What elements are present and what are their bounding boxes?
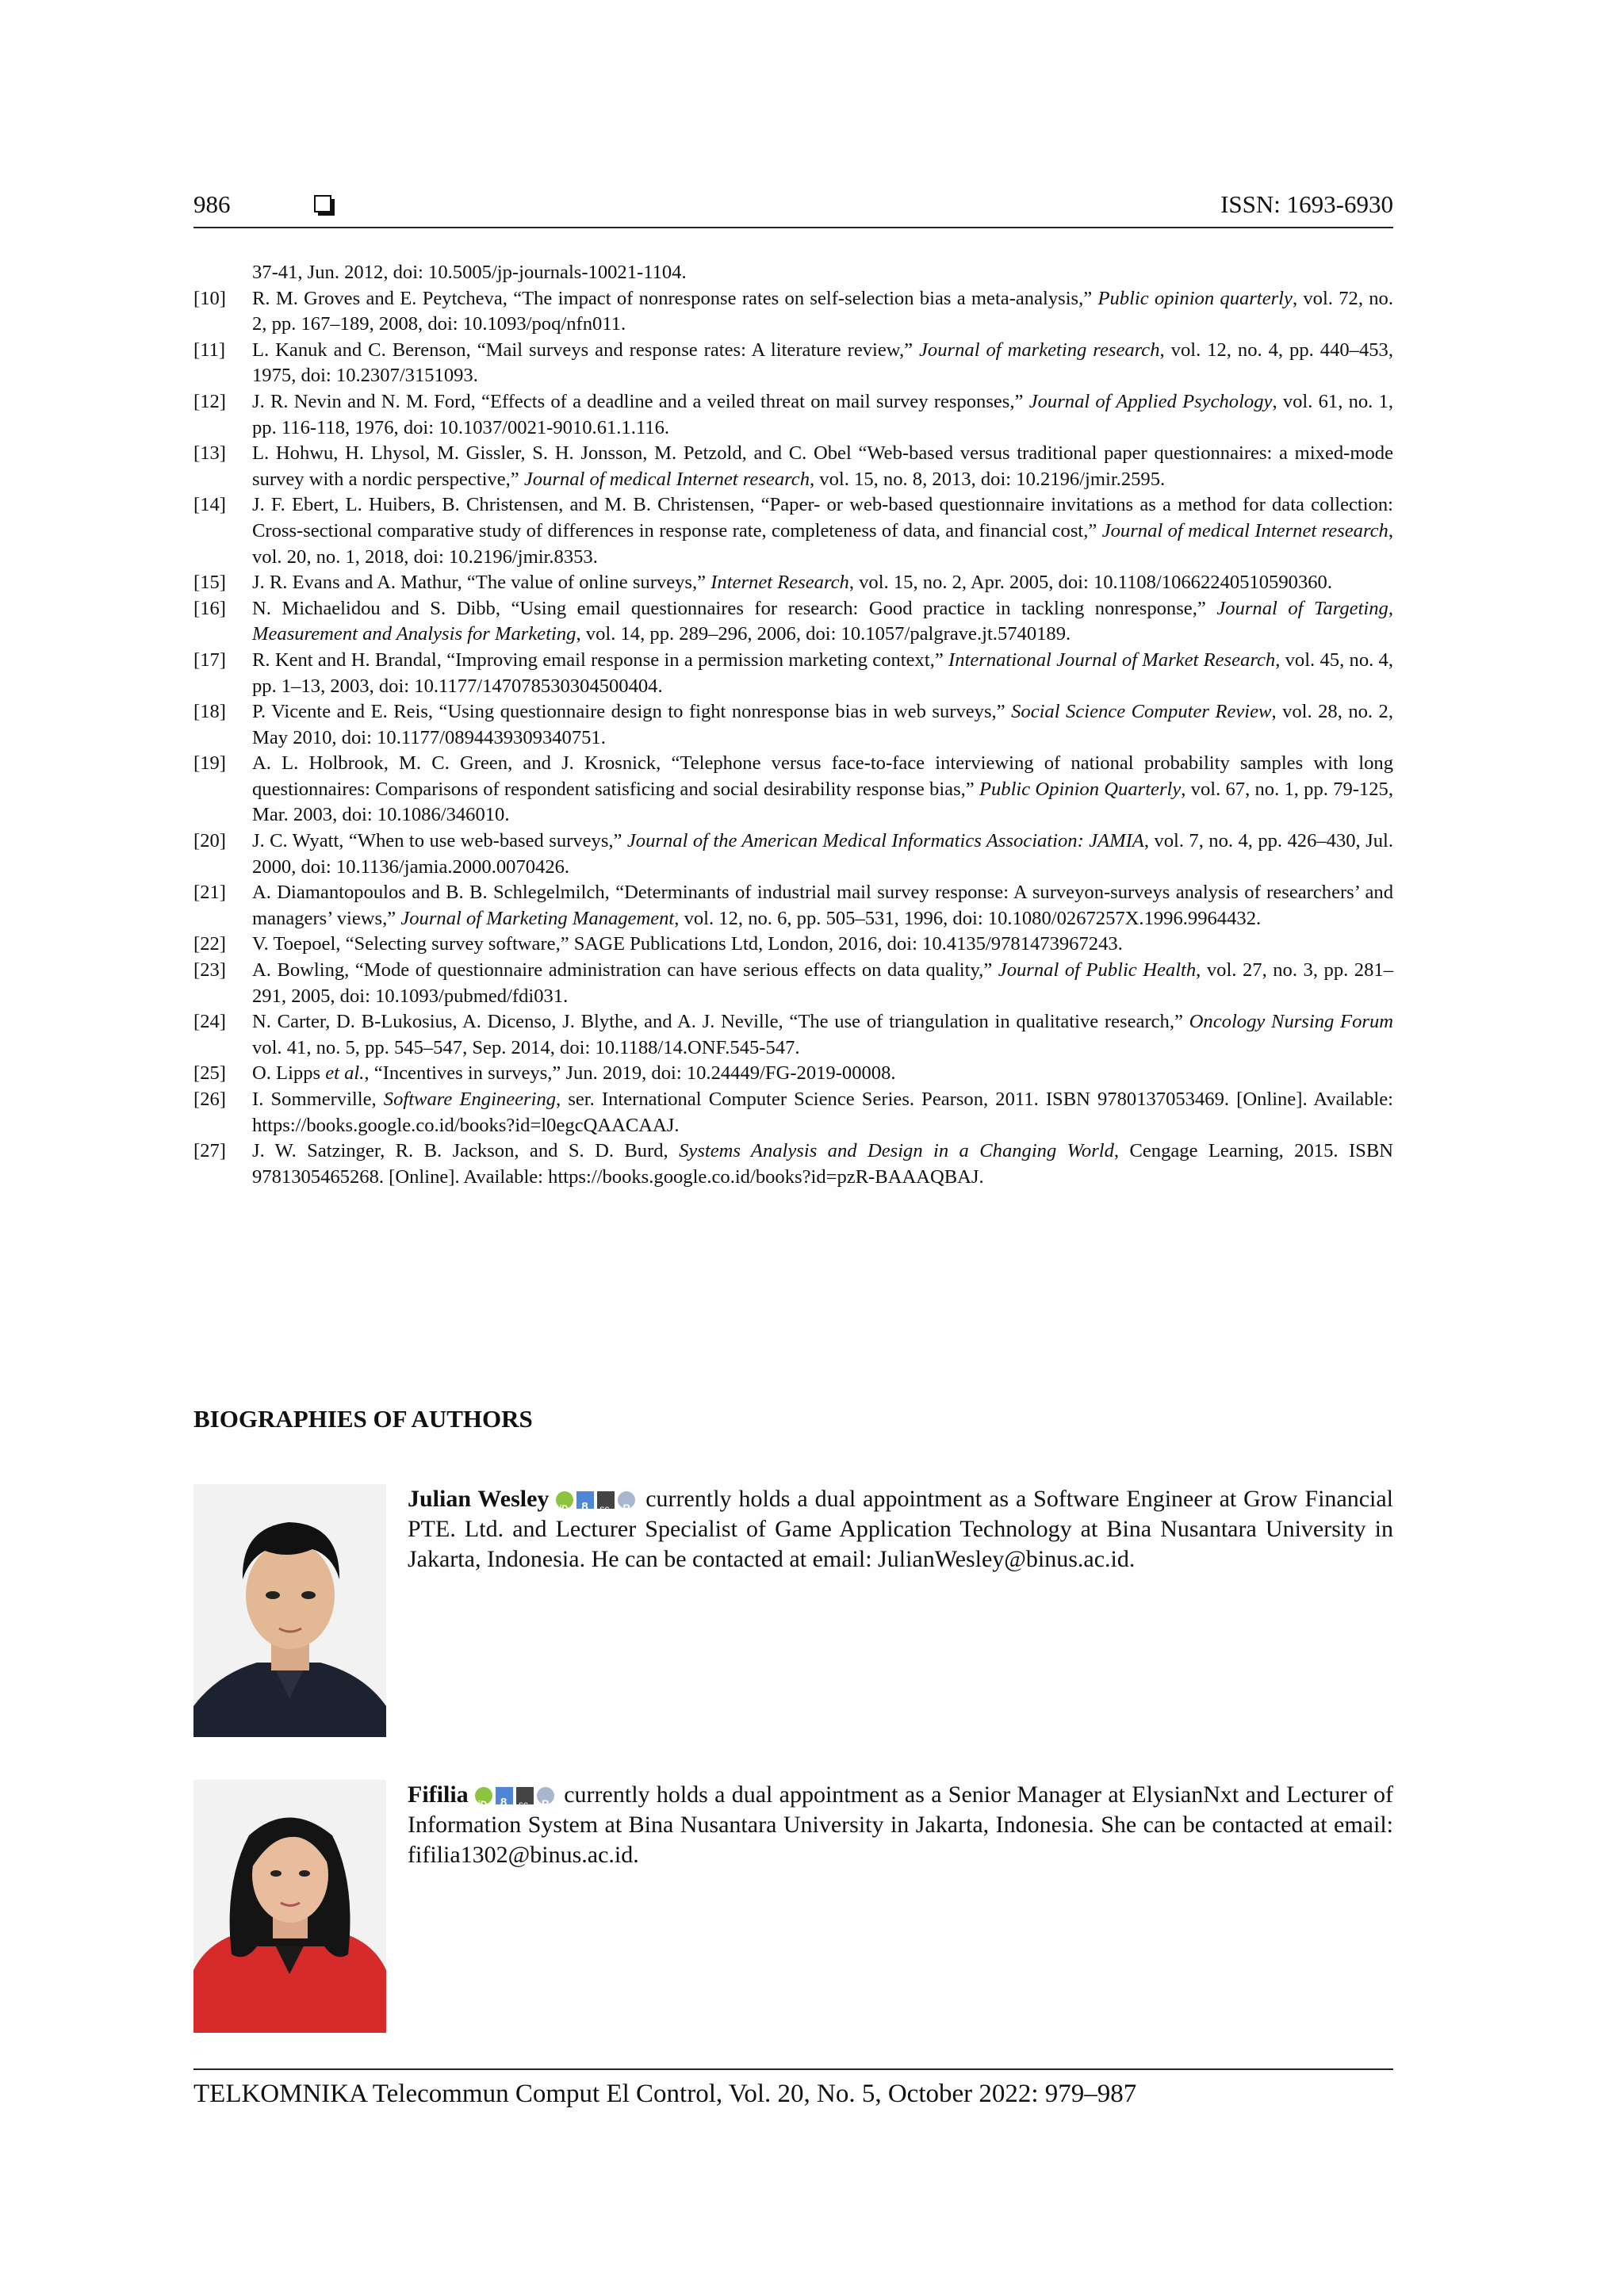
reference-text bbox=[252, 880, 1393, 932]
reference-journal: Journal of medical Internet research bbox=[523, 468, 810, 490]
reference-journal: Public opinion quarterly bbox=[1097, 287, 1293, 309]
reference-details: , vol. 14, pp. 289–296, 2006, doi: 10.1057/palgrave.jt.5740189. bbox=[576, 623, 1071, 645]
reference-text bbox=[252, 492, 1393, 570]
page-footer bbox=[193, 2068, 1393, 2109]
reference-authors-title: J. C. Wyatt, “When to use web-based surveys,” bbox=[252, 830, 627, 852]
footer-citation: TELKOMNIKA Telecommun Comput El Control, Vol. 20, No. 5, October 2022: 979–987 bbox=[193, 2080, 1137, 2108]
issn: ISSN: 1693-6930 bbox=[1220, 190, 1393, 218]
reference-number: [11] bbox=[193, 339, 226, 361]
reference-number: [17] bbox=[193, 649, 226, 671]
reference-authors-title: J. R. Nevin and N. M. Ford, “Effects of a deadline and a veiled threat on mail survey responses,” bbox=[252, 390, 1029, 412]
author-photo bbox=[193, 1484, 386, 1737]
scopus-icon[interactable] bbox=[516, 1787, 534, 1804]
author-name: Julian Wesley bbox=[408, 1486, 550, 1512]
reference-authors-title: P. Vicente and E. Reis, “Using questionnaire design to fight nonresponse bias in web surveys,” bbox=[252, 701, 1012, 723]
reference-journal: Oncology Nursing Forum bbox=[1189, 1011, 1394, 1033]
reference-journal: Systems Analysis and Design in a Changing World bbox=[679, 1140, 1114, 1162]
reference-authors-title: O. Lipps bbox=[252, 1062, 326, 1085]
reference-text bbox=[252, 338, 1393, 389]
reference-item bbox=[193, 338, 1393, 389]
reference-text bbox=[252, 570, 1393, 596]
reference-text bbox=[252, 441, 1393, 492]
scopus-icon[interactable] bbox=[597, 1491, 615, 1509]
reference-details: , vol. 15, no. 8, 2013, doi: 10.2196/jmir.2595. bbox=[810, 468, 1166, 490]
reference-authors-title: J. F. Ebert, L. Huibers, B. Christensen, and M. B. Christensen, “Paper- or web-based questionnaire invitations as a method for data collection: Cross-sectional comparative study of differences in response rate, completeness of data, and financial cost,” bbox=[252, 494, 1393, 541]
reference-authors-title: N. Michaelidou and S. Dibb, “Using email questionnaires for research: Good practice in tackling nonresponse,” bbox=[252, 597, 1217, 619]
reference-journal: Journal of marketing research bbox=[919, 339, 1160, 361]
reference-text bbox=[252, 958, 1393, 1009]
reference-details: , “Incentives in surveys,” Jun. 2019, doi: 10.24449/FG-2019-00008. bbox=[364, 1062, 896, 1085]
reference-details: , vol. 72, no. 2, pp. 167–189, 2008, doi: 10.1093/poq/nfn011. bbox=[252, 287, 1393, 335]
reference-number: [19] bbox=[193, 752, 226, 775]
reference-text bbox=[252, 828, 1393, 880]
publons-icon[interactable] bbox=[537, 1787, 554, 1804]
reference-journal: et al. bbox=[325, 1062, 365, 1085]
page-number: 986 bbox=[193, 190, 231, 218]
reference-item bbox=[193, 932, 1393, 958]
reference-number: [16] bbox=[193, 597, 226, 619]
reference-details: , ser. International Computer Science Series. Pearson, 2011. ISBN 9780137053469. [Online]. Available: https://books.google.co.id/books?id=l0egcQAACAAJ. bbox=[252, 1089, 1393, 1136]
page-header bbox=[193, 187, 1393, 228]
reference-item bbox=[193, 1009, 1393, 1061]
reference-details: , vol. 67, no. 1, pp. 79-125, Mar. 2003, doi: 10.1086/346010. bbox=[252, 778, 1393, 826]
author-description: currently holds a dual appointment as a Software Engineer at Grow Financial PTE. Ltd. and Lecturer Specialist of Game Application Technology at Bina Nusantara University in Jakarta, Indonesia. He can be contacted at email: JulianWesley@binus.ac.id. bbox=[408, 1486, 1394, 1572]
reference-item bbox=[193, 492, 1393, 570]
reference-authors-title: A. Diamantopoulos and B. B. Schlegelmilch, “Determinants of industrial mail survey response: A surveyon-surveys analysis of researchers’ and managers’ views,” bbox=[252, 882, 1393, 929]
reference-details: , Cengage Learning, 2015. ISBN 9781305465268. [Online]. Available: https://books.google.co.id/books?id=pzR-BAAAQBAJ. bbox=[252, 1140, 1393, 1188]
orcid-icon[interactable] bbox=[475, 1787, 492, 1804]
reference-number: [23] bbox=[193, 959, 226, 982]
reference-journal: Journal of Public Health bbox=[998, 959, 1197, 982]
reference-text bbox=[252, 389, 1393, 441]
reference-authors-title: A. L. Holbrook, M. C. Green, and J. Krosnick, “Telephone versus face-to-face interviewing of national probability samples with long questionnaires: Comparisons of respondent satisficing and social desirability response bias,” bbox=[252, 752, 1393, 800]
reference-authors-title: A. Bowling, “Mode of questionnaire administration can have serious effects on data quality,” bbox=[252, 959, 998, 982]
reference-journal: Software Engineering bbox=[383, 1089, 557, 1110]
reference-item bbox=[193, 1061, 1393, 1087]
reference-number: [24] bbox=[193, 1011, 226, 1033]
google-scholar-icon[interactable] bbox=[576, 1491, 594, 1509]
author-photo bbox=[193, 1780, 386, 2033]
reference-details: , vol. 7, no. 4, pp. 426–430, Jul. 2000, doi: 10.1136/jamia.2000.0070426. bbox=[252, 830, 1393, 878]
reference-authors-title: N. Carter, D. B-Lukosius, A. Dicenso, J. Blythe, and A. J. Neville, “The use of triangulation in qualitative research,” bbox=[252, 1011, 1189, 1033]
reference-authors-title: J. W. Satzinger, R. B. Jackson, and S. D. Burd, bbox=[252, 1140, 680, 1162]
reference-journal: Public Opinion Quarterly bbox=[979, 778, 1182, 800]
reference-text bbox=[252, 1061, 1393, 1087]
reference-item bbox=[193, 828, 1393, 880]
reference-item bbox=[193, 648, 1393, 699]
author-bio-text bbox=[408, 1484, 1393, 1575]
reference-details: vol. 41, no. 5, pp. 545–547, Sep. 2014, doi: 10.1188/14.ONF.545-547. bbox=[252, 1036, 800, 1058]
reference-items bbox=[193, 286, 1393, 1191]
reference-number: [25] bbox=[193, 1062, 226, 1085]
reference-details: , vol. 45, no. 4, pp. 1–13, 2003, doi: 10.1177/147078530304500404. bbox=[252, 649, 1393, 697]
reference-item bbox=[193, 880, 1393, 932]
reference-number: [26] bbox=[193, 1089, 226, 1110]
reference-details: , vol. 28, no. 2, May 2010, doi: 10.1177/0894439309340751. bbox=[252, 701, 1393, 748]
author-bio-text bbox=[408, 1780, 1393, 1870]
reference-journal: Journal of Targeting, Measurement and Analysis for Marketing bbox=[252, 597, 1393, 645]
orcid-icon[interactable] bbox=[556, 1491, 573, 1509]
reference-text bbox=[252, 699, 1393, 751]
reference-journal: Journal of Marketing Management bbox=[400, 907, 675, 929]
reference-text bbox=[252, 932, 1393, 958]
reference-text bbox=[252, 596, 1393, 648]
reference-number: [21] bbox=[193, 882, 226, 904]
reference-list bbox=[193, 260, 1393, 1190]
reference-details: , vol. 20, no. 1, 2018, doi: 10.2196/jmir.8353. bbox=[252, 519, 1393, 568]
reference-authors-title: I. Sommerville, bbox=[252, 1089, 384, 1110]
reference-item bbox=[193, 958, 1393, 1009]
reference-continuation: 37-41, Jun. 2012, doi: 10.5005/jp-journals-10021-1104. bbox=[252, 262, 687, 283]
reference-text bbox=[252, 648, 1393, 699]
reference-item bbox=[193, 699, 1393, 751]
reference-item bbox=[193, 441, 1393, 492]
reference-details: , vol. 15, no. 2, Apr. 2005, doi: 10.1108/10662240510590360. bbox=[848, 572, 1332, 594]
reference-journal: Internet Research bbox=[710, 572, 849, 594]
author-name: Fifilia bbox=[408, 1781, 469, 1808]
reference-authors-title: L. Hohwu, H. Lhysol, M. Gissler, S. H. Jonsson, M. Petzold, and C. Obel “Web-based versus traditional paper questionnaires: a mixed-mode survey with a nordic perspective,” bbox=[252, 442, 1393, 490]
reference-details: , vol. 27, no. 3, pp. 281–291, 2005, doi: 10.1093/pubmed/fdi031. bbox=[252, 959, 1393, 1007]
reference-authors-title: R. M. Groves and E. Peytcheva, “The impact of nonresponse rates on self-selection bias a meta-analysis,” bbox=[252, 287, 1098, 309]
reference-item bbox=[193, 1087, 1393, 1138]
reference-item bbox=[193, 389, 1393, 441]
reference-number: [10] bbox=[193, 287, 226, 309]
reference-number: [14] bbox=[193, 494, 226, 516]
reference-text bbox=[252, 1009, 1393, 1061]
reference-number: [18] bbox=[193, 701, 226, 723]
reference-number: [15] bbox=[193, 572, 226, 594]
biographies-heading: BIOGRAPHIES OF AUTHORS bbox=[193, 1405, 533, 1433]
reference-details: , vol. 12, no. 4, pp. 440–453, 1975, doi: 10.2307/3151093. bbox=[252, 339, 1393, 387]
square-icon bbox=[314, 195, 331, 212]
reference-journal: Journal of medical Internet research bbox=[1101, 519, 1388, 541]
reference-number: [13] bbox=[193, 442, 226, 465]
reference-item bbox=[193, 286, 1393, 338]
reference-text bbox=[252, 286, 1393, 338]
reference-details: , vol. 12, no. 6, pp. 505–531, 1996, doi: 10.1080/0267257X.1996.9964432. bbox=[674, 907, 1262, 929]
reference-authors-title: R. Kent and H. Brandal, “Improving email response in a permission marketing context,” bbox=[252, 649, 949, 671]
reference-number: [12] bbox=[193, 390, 226, 412]
author-description: currently holds a dual appointment as a Senior Manager at ElysianNxt and Lecturer of Information System at Bina Nusantara University in Jakarta, Indonesia. She can be contacted at email: fifilia1302@binus.ac.id. bbox=[408, 1781, 1394, 1868]
reference-journal: Social Science Computer Review bbox=[1011, 701, 1272, 723]
reference-item bbox=[193, 570, 1393, 596]
reference-item bbox=[193, 596, 1393, 648]
reference-text bbox=[252, 1138, 1393, 1190]
reference-authors-title: J. R. Evans and A. Mathur, “The value of online surveys,” bbox=[252, 572, 711, 594]
reference-details: , vol. 61, no. 1, pp. 116-118, 1976, doi: 10.1037/0021-9010.61.1.116. bbox=[252, 390, 1394, 438]
reference-text bbox=[252, 751, 1393, 828]
google-scholar-icon[interactable] bbox=[496, 1787, 513, 1804]
reference-authors-title: L. Kanuk and C. Berenson, “Mail surveys and response rates: A literature review,” bbox=[252, 339, 920, 361]
reference-journal: Journal of the American Medical Informatics Association: JAMIA bbox=[626, 830, 1144, 852]
reference-text bbox=[252, 1087, 1393, 1138]
publons-icon[interactable] bbox=[618, 1491, 635, 1509]
reference-journal: Journal of Applied Psychology bbox=[1028, 390, 1273, 412]
reference-authors-title: V. Toepoel, “Selecting survey software,” SAGE Publications Ltd, London, 2016, doi: 10.4135/9781473967243. bbox=[252, 933, 1123, 955]
reference-number: [27] bbox=[193, 1140, 226, 1162]
reference-number: [20] bbox=[193, 830, 226, 852]
reference-item bbox=[193, 751, 1393, 828]
reference-journal: International Journal of Market Research bbox=[948, 649, 1276, 671]
reference-item bbox=[193, 1138, 1393, 1190]
reference-number: [22] bbox=[193, 933, 226, 955]
